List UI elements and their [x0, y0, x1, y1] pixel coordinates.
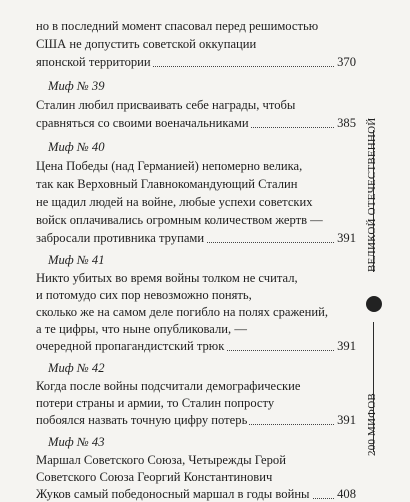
- toc-line: США не допустить советской оккупации: [36, 37, 257, 51]
- toc-line: японской территории 370: [36, 55, 356, 69]
- spine-series: 200 МИФОВ: [366, 393, 378, 456]
- page-number: 408: [337, 487, 356, 501]
- toc-line: потери страны и армии, то Сталин попросту: [36, 396, 275, 410]
- toc-line: Никто убитых во время войны толком не считал,: [36, 271, 298, 285]
- page-number: 370: [337, 55, 356, 69]
- toc-line: так как Верховный Главнокомандующий Сталин: [36, 177, 298, 191]
- toc-line: не щадил людей на войне, любые успехи советских: [36, 195, 313, 209]
- page-number: 391: [337, 339, 356, 353]
- toc-line: Сталин любил присваивать себе награды, чтобы: [36, 98, 296, 112]
- toc-line: и потомудо сих пор невозможно понять,: [36, 288, 252, 302]
- toc-line: Маршал Советского Союза, Четырежды Герой: [36, 453, 286, 467]
- toc-line: но в последний момент спасовал перед решимостью: [36, 19, 319, 33]
- myth-heading: Миф № 42: [48, 361, 105, 375]
- toc-line: побоялся назвать точную цифру потерь 391: [36, 413, 356, 427]
- publisher-emblem-icon: [366, 296, 382, 312]
- page-number: 391: [337, 231, 356, 245]
- page-number: 391: [337, 413, 356, 427]
- toc-line: Жуков самый победоносный маршал в годы войны 408: [36, 487, 356, 501]
- toc-line: Цена Победы (над Германией) непомерно велика,: [36, 159, 303, 173]
- toc-line: очередной пропагандистский трюк 391: [36, 339, 356, 353]
- myth-heading: Миф № 39: [48, 79, 105, 93]
- page-number: 385: [337, 116, 356, 130]
- toc-line: сколько же на самом деле погибло на полях сражений,: [36, 305, 329, 319]
- myth-heading: Миф № 43: [48, 435, 105, 449]
- toc-line: сравняться со своими военачальниками 385: [36, 116, 356, 130]
- myth-heading: Миф № 41: [48, 253, 105, 267]
- toc-line: Советского Союза Георгий Константинович: [36, 470, 273, 484]
- myth-heading: Миф № 40: [48, 140, 105, 154]
- spine-title: ВЕЛИКОЙ ОТЕЧЕСТВЕННОЙ: [366, 117, 378, 272]
- toc-line: а те цифры, что ныне опубликовали, —: [36, 322, 247, 336]
- toc-line: забросали противника трупами 391: [36, 231, 356, 245]
- toc-line: войск оплачивались огромным количеством жертв —: [36, 213, 323, 227]
- toc-line: Когда после войны подсчитали демографические: [36, 379, 301, 393]
